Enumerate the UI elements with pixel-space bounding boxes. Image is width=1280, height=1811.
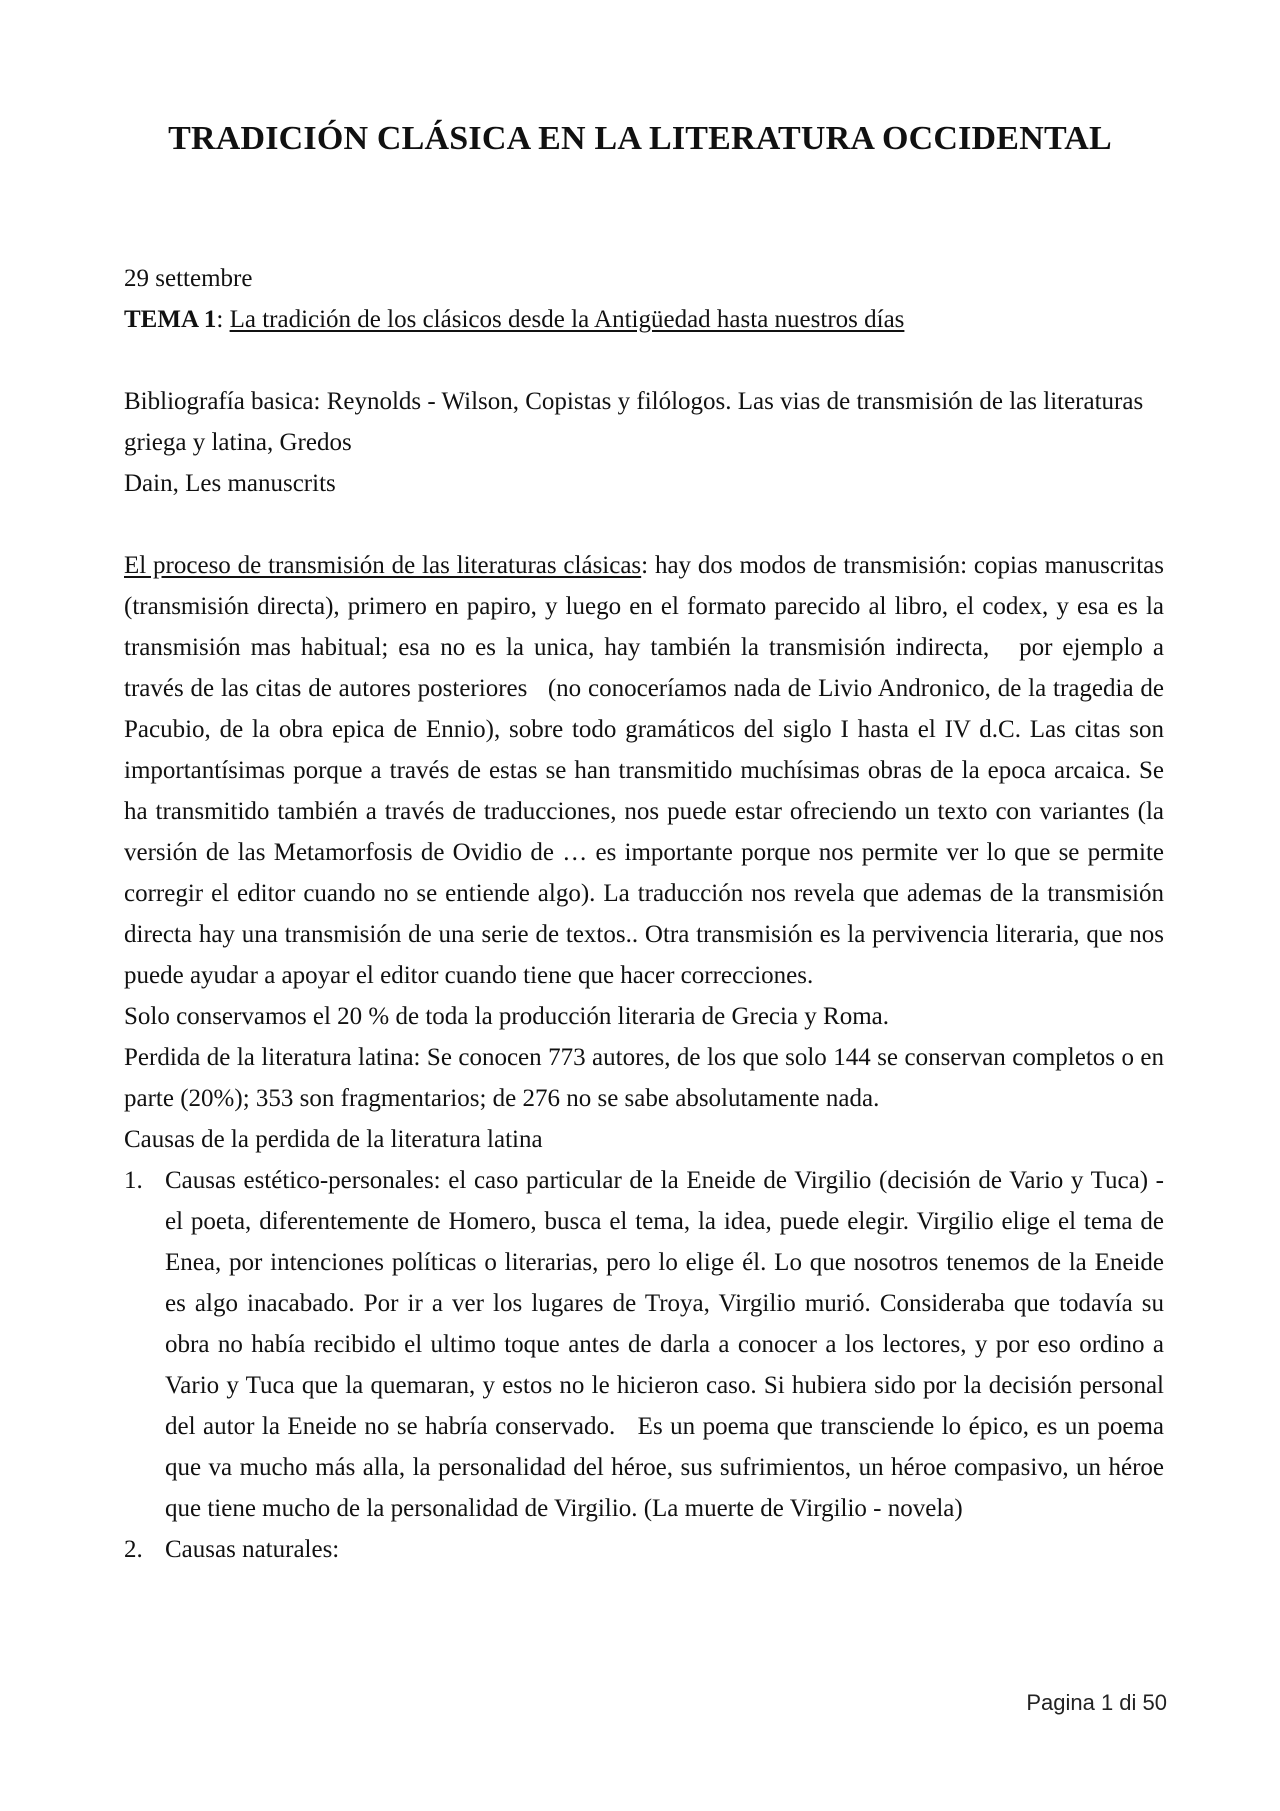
conservamos-paragraph: Solo conservamos el 20 % de toda la producción literaria de Grecia y Roma. <box>124 1003 890 1030</box>
page-number: Pagina 1 di 50 <box>1026 1690 1167 1715</box>
list-item-text: Causas naturales: <box>165 1536 340 1563</box>
perdida-paragraph: Perdida de la literatura latina: Se conocen 773 autores, de los que solo 144 se conservan completos o en parte (20%); 353 son fragmentarios; de 276 no se sabe absolutamente nada. <box>124 1044 1164 1112</box>
list-item <box>124 1529 1164 1570</box>
spacer <box>124 340 1164 381</box>
section-text: : hay dos modos de transmisión: copias manuscritas (transmisión directa), primero en papiro, y luego en el formato parecido al libro, el codex, y esa es la transmisión mas habitual; esa no es la unica, hay también la transmisión indirecta, por ejemplo a través de las citas de autores posteriores (no conoceríamos nada de Livio Andronico, de la tragedia de Pacubio, de la obra epica de Ennio), sobre todo gramáticos del siglo I hasta el IV d.C. Las citas son importantísimas porque a través de estas se han transmitido muchísimas obras de la epoca arcaica. Se ha transmitido también a través de traducciones, nos puede estar ofreciendo un texto con variantes (la versión de las Metamorfosis de Ovidio de … es importante porque nos permite ver lo que se permite corregir el editor cuando no se entiende algo). La traducción nos revela que ademas de la transmisión directa hay una transmisión de una serie de textos.. Otra transmisión es la pervivencia literaria, que nos puede ayudar a apoyar el editor cuando tiene que hacer correcciones. <box>124 552 1171 989</box>
list-item-number: 1. <box>124 1167 143 1194</box>
transmission-paragraph <box>124 545 1171 996</box>
document-title: TRADICIÓN CLÁSICA EN LA LITERATURA OCCIDENTAL <box>168 120 1112 157</box>
tema-title: La tradición de los clásicos desde la Antigüedad hasta nuestros días <box>229 306 905 333</box>
tema-line <box>124 299 1164 340</box>
tema-colon: : <box>216 306 230 333</box>
list-item-number: 2. <box>124 1536 143 1563</box>
list-item <box>124 1160 1171 1529</box>
causas-paragraph: Causas de la perdida de la literatura latina <box>124 1126 543 1153</box>
bibliography-line-1: Bibliografía basica: Reynolds - Wilson, Copistas y filólogos. Las vias de transmisión de las literaturas griega y latina, Gredos <box>124 388 1144 456</box>
tema-label: TEMA 1 <box>124 306 217 333</box>
date-line: 29 settembre <box>124 265 253 292</box>
section-heading: El proceso de transmisión de las literaturas clásicas <box>124 552 642 579</box>
document-body <box>124 258 1171 1570</box>
spacer <box>124 504 1164 545</box>
bibliography-line-2: Dain, Les manuscrits <box>124 470 336 497</box>
list-item-text: Causas estético-personales: el caso particular de la Eneide de Virgilio (decisión de Vario y Tuca) - el poeta, diferentemente de Homero, busca el tema, la idea, puede elegir. Virgilio elige el tema de Enea, por intenciones políticas o literarias, pero lo elige él. Lo que nosotros tenemos de la Eneide es algo inacabado. Por ir a ver los lugares de Troya, Virgilio murió. Consideraba que todavía su obra no había recibido el ultimo toque antes de darla a conocer a los lectores, y por eso ordino a Vario y Tuca que la quemaran, y estos no le hicieron caso. Si hubiera sido por la decisión personal del autor la Eneide no se habría conservado. Es un poema que transciende lo épico, es un poema que va mucho más alla, la personalidad del héroe, sus sufrimientos, un héroe compasivo, un héroe que tiene mucho de la personalidad de Virgilio. (La muerte de Virgilio - novela) <box>165 1167 1171 1522</box>
